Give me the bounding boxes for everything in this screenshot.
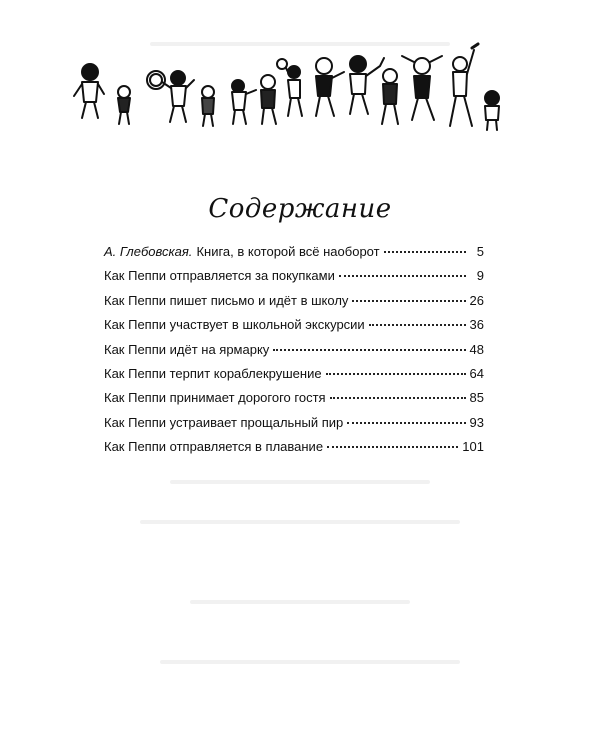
toc-leader-dots (352, 300, 465, 302)
toc-leader-dots (327, 446, 458, 448)
toc-leader-dots (347, 422, 465, 424)
toc-entry-page: 26 (469, 292, 484, 308)
toc-entry (104, 439, 484, 463)
bleed-through-line (140, 520, 460, 524)
toc-entry-title: Как Пеппи пишет письмо и идёт в школу (104, 292, 349, 308)
toc-entry-page: 64 (469, 365, 484, 381)
toc-entry (104, 293, 484, 317)
toc-entry (104, 268, 484, 292)
toc-leader-dots (384, 251, 466, 253)
table-of-contents (104, 244, 484, 464)
child-figure (202, 86, 214, 126)
child-figure (485, 91, 499, 130)
toc-entry-author: А. Глебовская. (104, 244, 193, 259)
child-figure (450, 44, 478, 126)
child-figure (74, 64, 104, 118)
child-figure (232, 80, 256, 124)
toc-entry (104, 366, 484, 390)
toc-entry-title: Как Пеппи идёт на ярмарку (104, 341, 270, 357)
bleed-through-line (170, 480, 430, 484)
toc-entry-page: 5 (476, 244, 484, 259)
toc-entry (104, 317, 484, 341)
toc-entry (104, 244, 484, 268)
child-figure (316, 58, 344, 116)
toc-leader-dots (369, 324, 466, 326)
child-figure (162, 71, 194, 122)
toc-leader-dots (330, 397, 466, 399)
toc-leader-dots (326, 373, 466, 375)
children-procession-illustration (68, 36, 508, 132)
toc-entry-title: Как Пеппи терпит кораблекрушение (104, 365, 322, 381)
toc-leader-dots (339, 275, 466, 277)
toc-entry (104, 415, 484, 439)
toc-entry-title: Как Пеппи участвует в школьной экскурсии (104, 317, 365, 333)
toc-entry-title: Как Пеппи принимает дорогого гостя (104, 390, 326, 406)
hoop (147, 71, 165, 89)
toc-entry-title: Как Пеппи отправляется в плавание (104, 439, 324, 455)
toc-entry (104, 390, 484, 414)
child-figure (382, 69, 398, 124)
toc-entry-page: 101 (462, 439, 484, 455)
child-figure (118, 86, 130, 124)
toc-entry-page: 48 (469, 341, 484, 357)
child-figure (350, 56, 384, 114)
toc-entry-page: 93 (469, 414, 484, 430)
toc-entry-title: Книга, в которой всё наоборот (196, 244, 380, 259)
bleed-through-line (190, 600, 410, 604)
child-figure (261, 75, 276, 124)
bleed-through-line (160, 660, 460, 664)
toc-entry-page: 36 (469, 317, 484, 333)
toc-entry-page: 85 (469, 390, 484, 406)
toc-entry (104, 342, 484, 366)
toc-entry-page: 9 (476, 268, 484, 284)
toc-entry-title: Как Пеппи отправляется за покупками (104, 268, 335, 284)
page-title: Содержание (208, 194, 392, 224)
child-figure (402, 56, 442, 120)
child-figure (277, 59, 302, 116)
toc-entry-title: Как Пеппи устраивает прощальный пир (104, 414, 344, 430)
toc-leader-dots (273, 349, 465, 351)
